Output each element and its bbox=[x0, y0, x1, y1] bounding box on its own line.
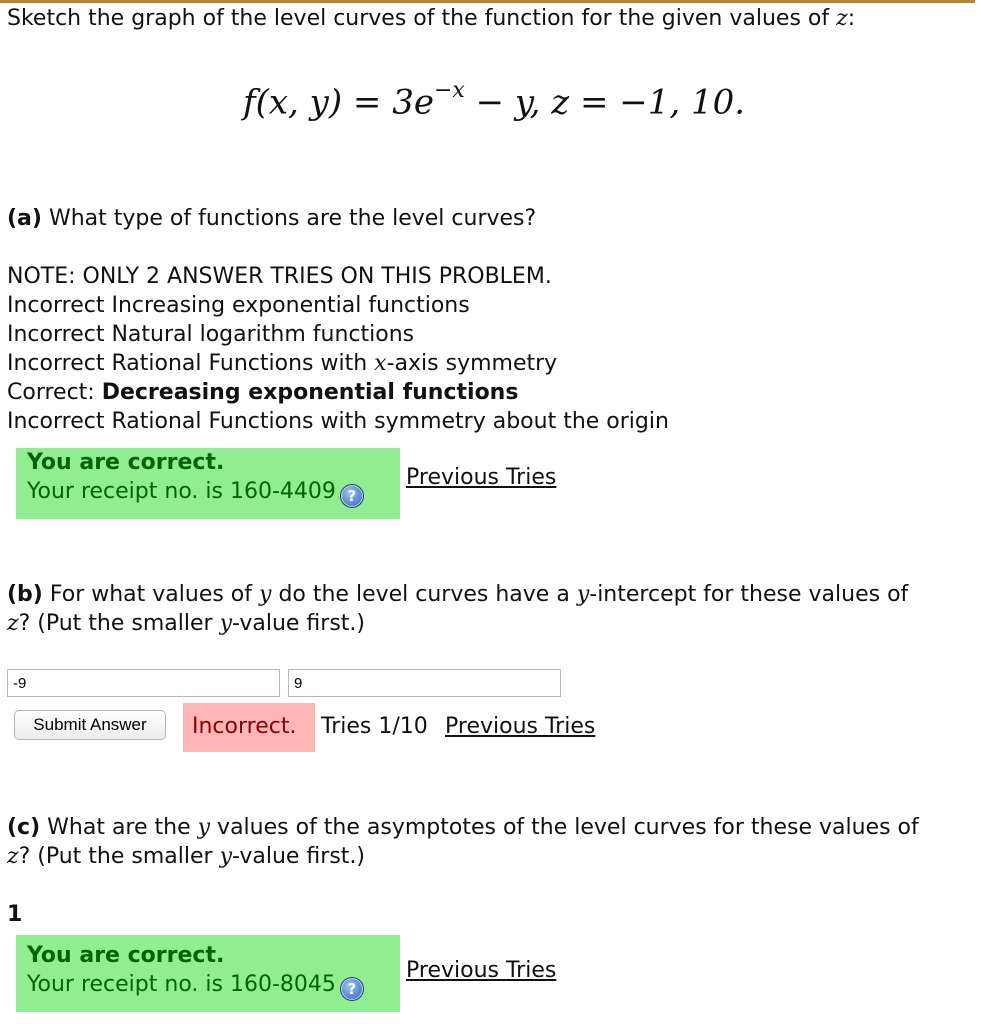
part-b-question-line2 bbox=[7, 611, 365, 636]
option-3-post: -axis symmetry bbox=[386, 351, 558, 376]
part-a-note: NOTE: ONLY 2 ANSWER TRIES ON THIS PROBLEM. bbox=[7, 264, 552, 289]
correct-title: You are correct. bbox=[27, 450, 225, 475]
part-c-q3: ? (Put the smaller bbox=[18, 844, 220, 869]
formula-lhs: f(x, y) = 3e bbox=[243, 82, 434, 123]
part-b-q1: For what values of bbox=[49, 582, 260, 607]
part-c-q4: -value first.) bbox=[232, 844, 365, 869]
part-c-var-y1: y bbox=[197, 815, 211, 840]
part-c-q2: values of the asymptotes of the level curves for these values of bbox=[210, 815, 919, 840]
part-b-var-y3: y bbox=[219, 611, 232, 636]
part-b-label: (b) bbox=[7, 582, 43, 607]
part-a-correct-feedback bbox=[16, 448, 400, 519]
option-4-pre: Correct: bbox=[7, 380, 102, 405]
part-c-answer: 1 bbox=[7, 902, 23, 927]
option-3-var: x bbox=[374, 351, 387, 376]
answer-input-1[interactable]: -9 bbox=[7, 669, 280, 697]
option-decreasing-exponential bbox=[7, 380, 518, 405]
intro-colon: : bbox=[847, 6, 856, 31]
option-increasing-exponential: Incorrect Increasing exponential functions bbox=[7, 293, 470, 318]
part-c-var-z: z bbox=[7, 844, 19, 869]
tries-counter: Tries 1/10 bbox=[321, 714, 428, 739]
incorrect-status-badge: Incorrect. bbox=[183, 703, 315, 752]
part-a-question-text: What type of functions are the level curves? bbox=[48, 206, 537, 231]
part-b-var-y2: y bbox=[576, 582, 590, 607]
question-mark-help-icon[interactable]: ? bbox=[340, 484, 364, 508]
part-b-question-line1 bbox=[7, 582, 908, 607]
question-mark-help-icon[interactable]: ? bbox=[340, 977, 364, 1001]
option-rational-x-axis bbox=[7, 351, 557, 376]
receipt-line bbox=[27, 479, 364, 508]
correct-title: You are correct. bbox=[27, 943, 225, 968]
part-c-q1: What are the bbox=[47, 815, 198, 840]
part-c-var-y2: y bbox=[219, 844, 232, 869]
formula-exponent: −x bbox=[433, 78, 465, 103]
part-b-q2: do the level curves have a bbox=[271, 582, 577, 607]
answer-input-2[interactable]: 9 bbox=[288, 669, 561, 697]
option-natural-log: Incorrect Natural logarithm functions bbox=[7, 322, 415, 347]
intro-text: Sketch the graph of the level curves of the function for the given values of bbox=[7, 6, 837, 31]
problem-intro bbox=[7, 6, 855, 31]
receipt-number: Your receipt no. is 160-8045 bbox=[27, 972, 336, 997]
part-b-q4: ? (Put the smaller bbox=[18, 611, 220, 636]
part-c-correct-feedback bbox=[16, 935, 400, 1012]
formula-rhs: − y, z = −1, 10. bbox=[464, 82, 746, 123]
part-a-previous-tries-link[interactable]: Previous Tries bbox=[406, 465, 557, 490]
part-b-q5: -value first.) bbox=[232, 611, 365, 636]
part-a-question bbox=[7, 206, 536, 231]
intro-var: z bbox=[836, 6, 848, 31]
receipt-number: Your receipt no. is 160-4409 bbox=[27, 479, 336, 504]
part-c-previous-tries-link[interactable]: Previous Tries bbox=[406, 958, 557, 983]
part-a-label: (a) bbox=[7, 206, 42, 231]
function-formula bbox=[243, 78, 746, 123]
submit-answer-button[interactable]: Submit Answer bbox=[14, 710, 166, 740]
correct-answer: Decreasing exponential functions bbox=[101, 380, 519, 405]
part-c-question-line1 bbox=[7, 815, 919, 840]
part-b-q3: -intercept for these values of bbox=[589, 582, 909, 607]
option-rational-origin: Incorrect Rational Functions with symmetry about the origin bbox=[7, 409, 669, 434]
option-3-pre: Incorrect Rational Functions with bbox=[7, 351, 375, 376]
part-c-question-line2 bbox=[7, 844, 365, 869]
part-c-label: (c) bbox=[7, 815, 41, 840]
receipt-line bbox=[27, 972, 364, 1001]
part-b-var-y1: y bbox=[259, 582, 272, 607]
part-b-previous-tries-link[interactable]: Previous Tries bbox=[445, 714, 596, 739]
top-border bbox=[0, 0, 975, 3]
part-b-var-z: z bbox=[7, 611, 19, 636]
